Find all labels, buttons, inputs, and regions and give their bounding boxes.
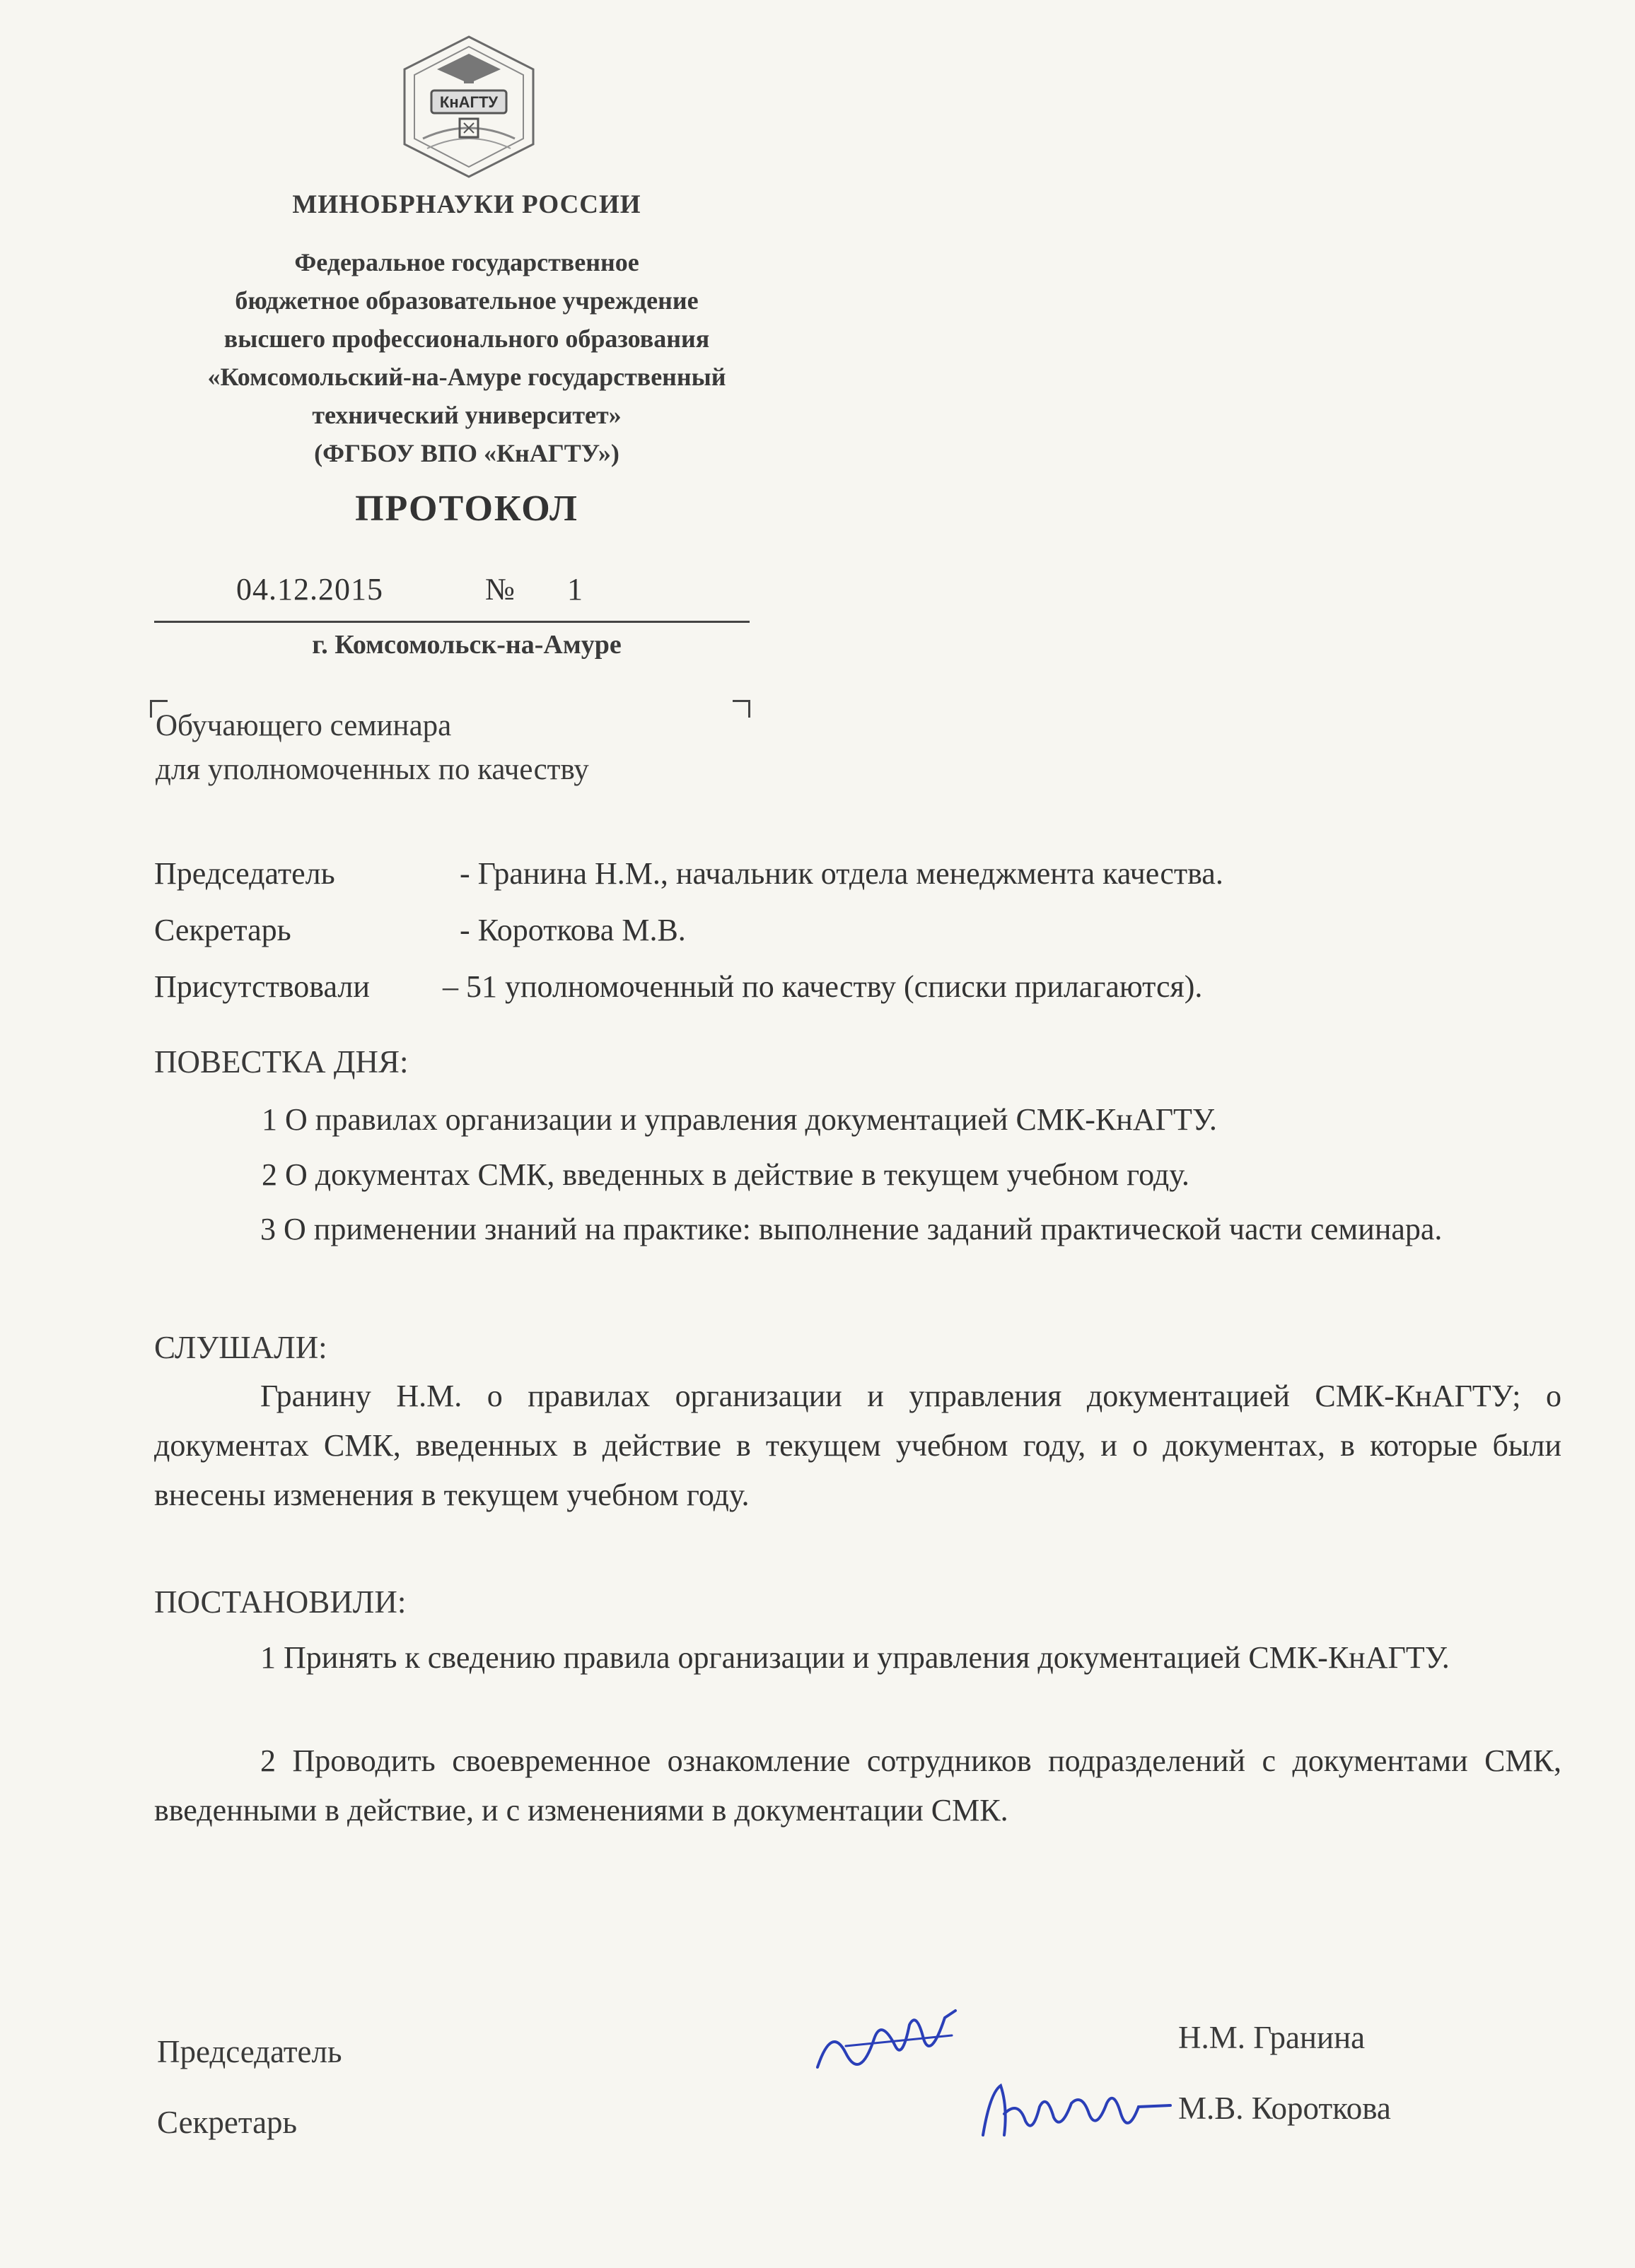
- subject-line: Обучающего семинара: [156, 709, 452, 742]
- participant-value: - Гранина Н.М., начальник отдела менеджмента качества.: [460, 856, 1223, 891]
- heard-title: СЛУШАЛИ:: [154, 1330, 327, 1365]
- agenda-item: [154, 1205, 1561, 1254]
- chair-name: Н.М. Гранина: [1178, 2020, 1366, 2055]
- date-number-line: [154, 571, 750, 623]
- subject-corner-right: [733, 700, 750, 718]
- participant-value: - Короткова М.В.: [460, 913, 686, 947]
- subject-line: для уполномоченных по качеству: [156, 753, 589, 786]
- org-line: Федеральное государственное: [294, 248, 639, 276]
- resolved-item-text: 2 Проводить своевременное ознакомление сотрудников подразделений с документами СМК, введенными в действие, и с изменениями в документации СМК.: [154, 1743, 1561, 1828]
- secretary-signature: [969, 2064, 1181, 2149]
- place-of-issue: г. Комсомольск-на-Амуре: [312, 630, 622, 660]
- agenda-item-text: 3 О применении знаний на практике: выполнение заданий практической части семинара.: [260, 1212, 1443, 1246]
- secretary-signature-role: Секретарь: [157, 2105, 298, 2140]
- secretary-name: М.В. Короткова: [1178, 2091, 1391, 2126]
- organization-block: [134, 243, 799, 472]
- org-line: высшего профессионального образования: [223, 325, 710, 353]
- resolved-item: [154, 1633, 1561, 1683]
- resolved-title: ПОСТАНОВИЛИ:: [154, 1584, 407, 1620]
- resolved-item-text: 1 Принять к сведению правила организации и управления документацией СМК-КнАГТУ.: [260, 1640, 1450, 1675]
- chair-signature-role: Председатель: [157, 2034, 342, 2069]
- document-type: ПРОТОКОЛ: [355, 489, 578, 529]
- document-subject: [156, 704, 589, 792]
- number-sign: №: [485, 572, 515, 607]
- participant-value: – 51 уполномоченный по качеству (списки прилагаются).: [443, 969, 1203, 1004]
- agenda-item: 1 О правилах организации и управления документацией СМК-КнАГТУ.: [262, 1102, 1217, 1137]
- university-emblem-icon: [395, 33, 543, 181]
- document-date: 04.12.2015: [236, 572, 383, 607]
- heard-paragraph: [154, 1372, 1561, 1520]
- document-number: 1: [567, 572, 583, 607]
- resolved-item: [154, 1736, 1561, 1835]
- org-line: технический университет»: [312, 401, 622, 429]
- participant-role: Секретарь: [154, 913, 291, 947]
- agenda-item: 2 О документах СМК, введенных в действие в текущем учебном году.: [262, 1157, 1189, 1192]
- org-line: (ФГБОУ ВПО «КнАГТУ»): [314, 439, 619, 467]
- chair-signature: [803, 1997, 987, 2081]
- ministry-name: МИНОБРНАУКИ РОССИИ: [292, 190, 641, 219]
- participant-role: Председатель: [154, 856, 335, 891]
- logo-text: КнАГТУ: [439, 93, 499, 111]
- org-line: бюджетное образовательное учреждение: [235, 286, 699, 315]
- heard-text: Гранину Н.М. о правилах организации и управления документацией СМК-КнАГТУ; о документах СМК, введенных в действие в текущем учебном году, и о документах, в которые были внесены изменения в текущем учебном году.: [154, 1379, 1561, 1512]
- participant-role: Присутствовали: [154, 969, 370, 1004]
- org-line: «Комсомольский-на-Амуре государственный: [207, 363, 726, 391]
- agenda-title: ПОВЕСТКА ДНЯ:: [154, 1044, 409, 1080]
